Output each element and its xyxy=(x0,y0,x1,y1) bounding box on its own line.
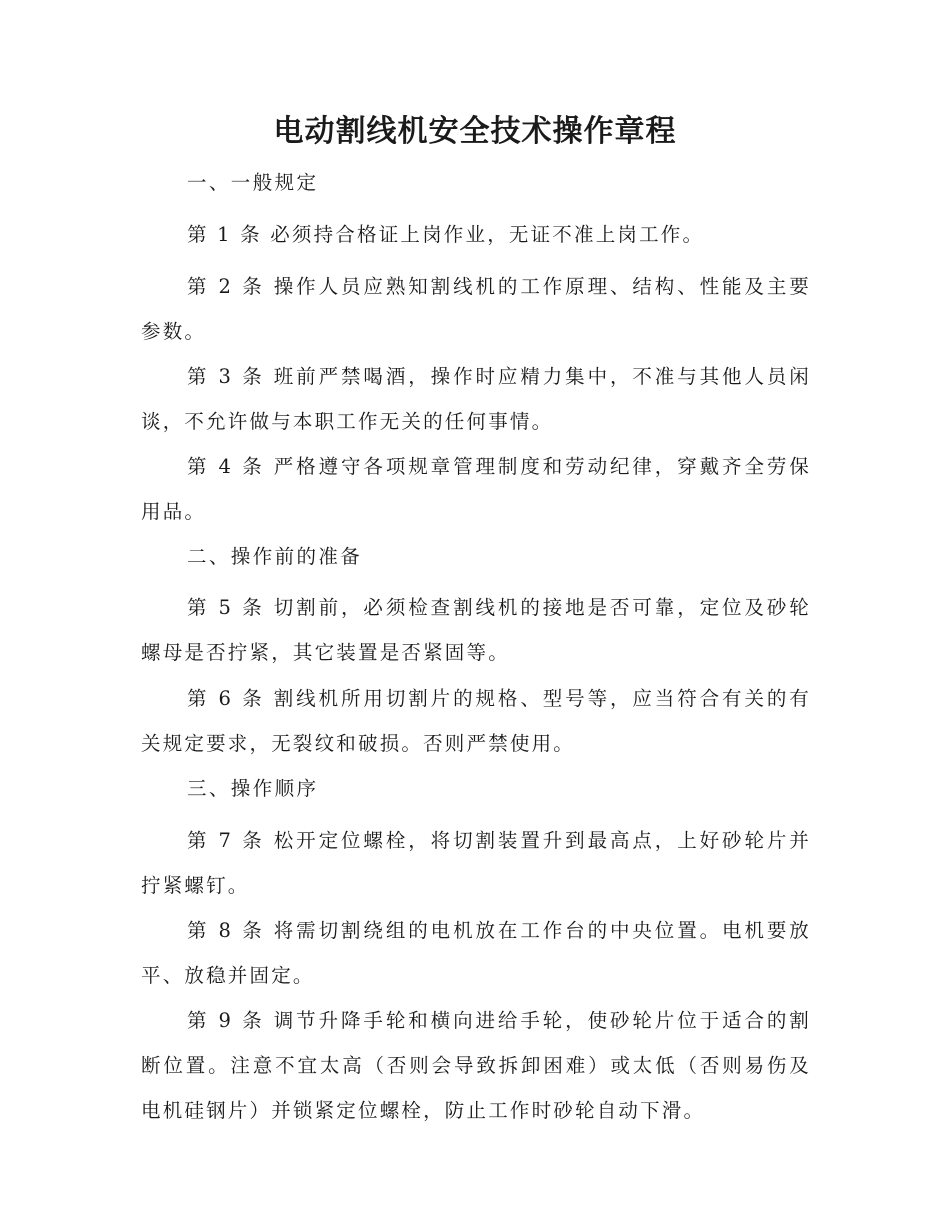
article-9: 第 9 条 调节升降手轮和横向进给手轮，使砂轮片位于适合的割断位置。注意不宜太高（否则会导致拆卸困难）或太低（否则易伤及电机硅钢片）并锁紧定位螺栓，防止工作时砂轮自动下滑。 xyxy=(141,1009,811,1122)
document-title: 电动割线机安全技术操作章程 xyxy=(273,114,677,149)
article-1: 第 1 条 必须持合格证上岗作业，无证不准上岗工作。 xyxy=(187,223,705,246)
article-4: 第 4 条 严格遵守各项规章管理制度和劳动纪律，穿戴齐全劳保用品。 xyxy=(141,455,811,523)
article-5: 第 5 条 切割前，必须检查割线机的接地是否可靠，定位及砂轮螺母是否拧紧，其它装置是否紧固等。 xyxy=(141,596,811,664)
section-heading-general: 一、一般规定 xyxy=(187,171,319,194)
article-7: 第 7 条 松开定位螺栓，将切割装置升到最高点，上好砂轮片并拧紧螺钉。 xyxy=(141,829,811,897)
section-heading-procedure: 三、操作顺序 xyxy=(187,777,319,800)
article-3: 第 3 条 班前严禁喝酒，操作时应精力集中，不准与其他人员闲谈，不允许做与本职工作无关的任何事情。 xyxy=(141,365,811,433)
article-6: 第 6 条 割线机所用切割片的规格、型号等，应当符合有关的有关规定要求，无裂纹和破损。否则严禁使用。 xyxy=(141,687,811,755)
article-2: 第 2 条 操作人员应熟知割线机的工作原理、结构、性能及主要参数。 xyxy=(141,275,811,343)
section-heading-preparation: 二、操作前的准备 xyxy=(187,545,363,568)
article-8: 第 8 条 将需切割绕组的电机放在工作台的中央位置。电机要放平、放稳并固定。 xyxy=(141,919,811,987)
